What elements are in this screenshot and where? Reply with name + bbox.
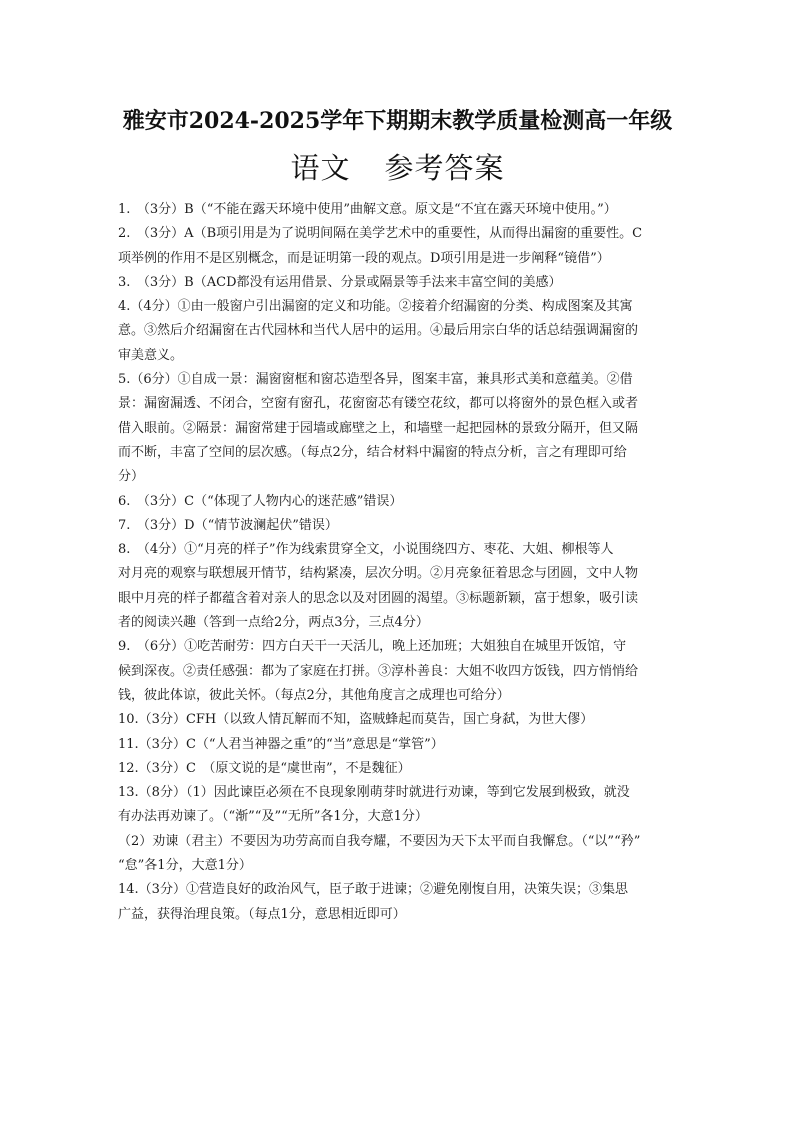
answer-line: 有办法再劝谏了。（“渐”“及”“无所”各1分，大意1分） [118,809,428,825]
answer-list [118,198,680,927]
answer-line: 8. （4分）①“月亮的样子”作为线索贯穿全文，小说围绕四方、枣花、大姐、柳根等人 [118,542,614,558]
answer-line: 4.（4分）①由一般窗户引出漏窗的定义和功能。②接着介绍漏窗的分类、构成图案及其寓 [118,299,633,315]
answer-line: 景：漏窗漏透、不闭合，空窗有窗孔，花窗窗芯有镂空花纹，都可以将窗外的景色框入或者 [118,396,639,412]
answer-line: 分） [118,469,145,485]
answer-line: 候到深夜。②责任感强：都为了家庭在打拼。③淳朴善良：大姐不收四方饭钱，四方悄悄给 [118,663,639,679]
answer-line: 1. （3分）B（“不能在露天环境中使用”曲解文意。原文是“不宜在露天环境中使用。”） [118,202,617,217]
answer-line: 12.（3分）C （原文说的是“虞世南”，不是魏征） [118,760,411,776]
document-subtitle [0,146,795,187]
answer-line: 5.（6分）①自成一景：漏窗窗框和窗芯造型各异，图案丰富，兼具形式美和意蕴美。②借 [118,372,633,388]
answer-line: 而不断，丰富了空间的层次感。（每点2分，结合材料中漏窗的特点分析，言之有理即可给 [118,444,627,460]
subject-label: 语文 [290,151,351,185]
answer-line: 意。③然后介绍漏窗在古代园林和当代人居中的运用。④最后用宗白华的话总结强调漏窗的 [118,323,639,339]
answer-line: 11.（3分）C（“人君当神器之重”的“当”意思是“掌管”） [118,736,444,752]
answer-line: 9. （6分）①吃苦耐劳：四方白天干一天活儿，晚上还加班；大姐独自在城里开饭馆，守 [118,639,627,655]
document-title: 雅安市2024-2025学年下期期末教学质量检测高一年级 [122,108,673,134]
answer-line: 项举例的作用不是区别概念，而是证明第一段的观点。D项引用是进一步阐释“镜借”） [118,250,610,266]
answer-line: 借入眼前。②隔景：漏窗常建于园墙或廊壁之上，和墙壁一起把园林的景致分隔开，但又隔 [118,420,639,436]
answer-line: 13.（8分）（1）因此谏臣必须在不良现象刚萌芽时就进行劝谏，等到它发展到极致，就没 [118,785,630,801]
answer-line: 14.（3分）①营造良好的政治风气，臣子敢于进谏；②避免刚愎自用，决策失误；③集思 [118,882,628,898]
answer-line: 眼中月亮的样子都蕴含着对亲人的思念以及对团圆的渴望。③标题新颖，富于想象，吸引读 [118,590,639,606]
answer-line: （2）劝谏（君主）不要因为功劳高而自我夸耀，不要因为天下太平而自我懈怠。（“以”“矜” [118,833,641,849]
answer-line: 审美意义。 [118,347,184,363]
answer-line: 2. （3分）A（B项引用是为了说明间隔在美学艺术中的重要性，从而得出漏窗的重要性。C [118,226,643,242]
answer-line: 钱，彼此体谅，彼此关怀。（每点2分，其他角度言之成理也可给分） [118,687,510,703]
answer-line: 者的阅读兴趣（答到一点给2分，两点3分，三点4分） [118,615,429,631]
answer-line: “怠”各1分，大意1分） [118,858,252,874]
answer-line: 3. （3分）B（ACD都没有运用借景、分景或隔景等手法来丰富空间的美感） [118,274,562,290]
answer-line: 10.（3分）CFH（以致人情瓦解而不知，盗贼蜂起而莫告，国亡身弑，为世大僇） [118,712,594,728]
answer-line: 6. （3分）C（“体现了人物内心的迷茫感”错误） [118,493,403,509]
answer-line: 对月亮的观察与联想展开情节，结构紧凑，层次分明。②月亮象征着思念与团圆，文中人物 [118,566,639,582]
answer-line: 广益，获得治理良策。（每点1分，意思相近即可） [118,906,406,922]
answer-key-label: 参考答案 [384,151,505,185]
answer-line: 7. （3分）D（“情节波澜起伏”错误） [118,517,338,533]
